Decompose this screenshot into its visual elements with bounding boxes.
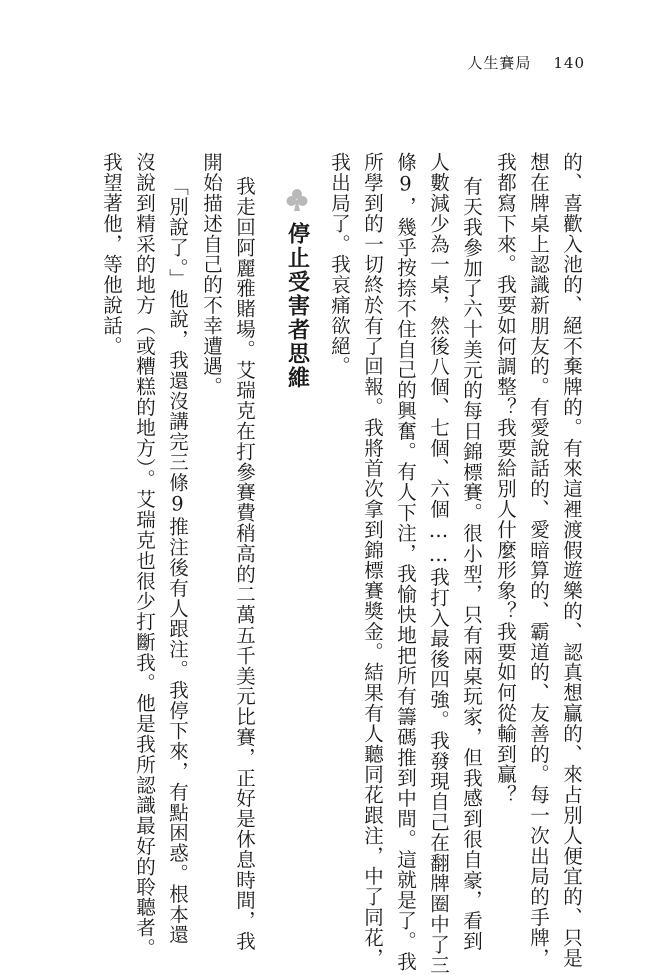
text-column: 想在牌桌上認識新朋友的。有愛說話的、愛暗算的、霸道的、友善的。每一次出局的手牌， (527, 152, 550, 968)
text-column: 我出局了。我哀痛欲絕。 (328, 152, 351, 377)
text-column: 條9，幾乎按捺不住自己的興奮。有人下注，我愉快地把所有籌碼推到中間。這就是了。我 (394, 152, 417, 972)
text-column: 所學到的一切終於有了回報。我將首次拿到錦標賽獎金。結果有人聽同花跟注，中了同花， (361, 152, 384, 968)
section-heading (282, 188, 312, 390)
text-column: 我望著他，等他說話。 (100, 152, 123, 356)
page-number: 140 (553, 54, 585, 72)
text-column: 開始描述自己的不幸遭遇。 (200, 152, 223, 397)
text-column: 的、喜歡入池的、絕不棄牌的。有來這裡渡假遊樂的、認真想贏的、來占別人便宜的、只是 (560, 152, 583, 968)
text-column: 沒說到精采的地方（或糟糕的地方）。艾瑞克也很少打斷我。他是我所認識最好的聆聽者。 (133, 152, 156, 959)
section-title: 停止受害者思維 (284, 222, 310, 390)
text-column: 「別說了。」他說，我還沒講完三條9推注後有人跟注。我停下來，有點困惑。根本還 (166, 176, 189, 945)
text-column: 我都寫下來。我要如何調整？我要給別人什麼形象？我要如何從輸到贏？ (494, 152, 517, 805)
text-column: 人數減少為一桌，然後八個、七個、六個……我打入最後四強。我發現自己在翻牌圈中了三 (427, 152, 450, 975)
text-column: 有天我參加了六十美元的每日錦標賽。很小型，只有兩桌玩家，但我感到很自豪，看到 (460, 176, 483, 952)
book-title: 人生賽局 (467, 54, 532, 72)
club-suit-icon (286, 188, 308, 212)
running-header (467, 52, 585, 73)
text-column: 我走回阿麗雅賭場。艾瑞克在打參賽費稍高的二萬五千美元比賽，正好是休息時間，我 (233, 176, 256, 952)
